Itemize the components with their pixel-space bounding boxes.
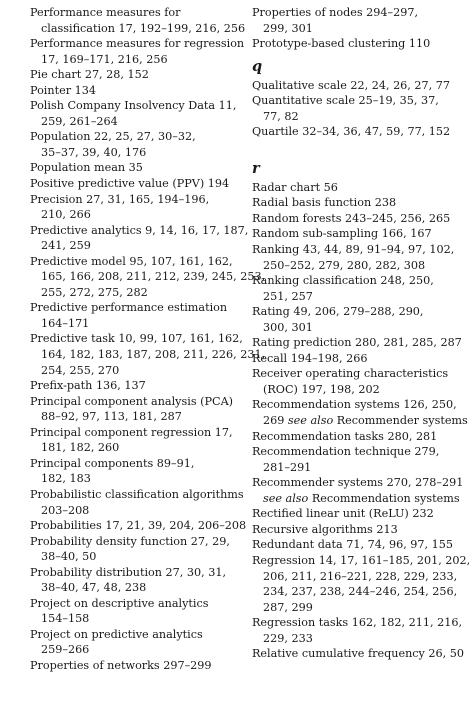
index-entry-continuation: 287, 299: [263, 600, 313, 614]
index-entry-continuation: 281–291: [263, 460, 312, 474]
index-entry-line: Principal components 89–91,: [30, 456, 195, 470]
index-entry: [252, 93, 464, 124]
see-also-label: see also: [287, 414, 334, 428]
index-entry-line: Ranking classification 248, 250,: [252, 274, 434, 288]
index-entry: [252, 506, 464, 522]
index-entry-line: Population mean 35: [30, 161, 143, 175]
index-entry-line: Recall 194–198, 266: [252, 351, 368, 365]
index-entry-line: Recommendation technique 279,: [252, 445, 440, 459]
index-column-left: [30, 5, 266, 674]
index-entry-line: Performance measures for: [30, 6, 181, 19]
index-entry-continuation: 206, 211, 216–221, 228, 229, 233,: [263, 569, 458, 583]
section-letter-r: r: [252, 159, 260, 177]
index-entry-continuation: 164, 182, 183, 187, 208, 211, 226, 231,: [41, 348, 266, 362]
index-entry: [30, 331, 266, 378]
index-entry-continuation: 229, 233: [263, 631, 313, 645]
index-entry: [252, 195, 464, 211]
index-entry: [30, 192, 242, 223]
index-group-p-continued: [252, 5, 464, 52]
index-entry-line: Predictive model 95, 107, 161, 162,: [30, 254, 233, 268]
index-entry-line: Properties of nodes 294–297,: [252, 6, 419, 19]
index-entry-line: Predictive analytics 9, 14, 16, 17, 187,: [30, 223, 249, 237]
index-entry-continuation: 181, 182, 260: [41, 441, 120, 455]
index-entry-line: Project on descriptive analytics: [30, 596, 209, 610]
index-entry-continuation: 234, 237, 238, 244–246, 254, 256,: [263, 585, 458, 599]
index-entry: [252, 335, 464, 351]
index-entry-line: Pointer 134: [30, 83, 96, 97]
index-entry-line: Recursive algorithms 213: [252, 522, 398, 536]
index-entry: [30, 596, 242, 627]
index-entry-line: Recommender systems 270, 278–291: [252, 476, 464, 490]
index-entry: [252, 522, 464, 538]
index-entry-line: Relative cumulative frequency 26, 50: [252, 647, 464, 661]
index-entry-continuation: 38–40, 47, 48, 238: [41, 581, 147, 595]
index-entry-continuation: 254, 255, 270: [41, 363, 120, 377]
index-entry-continuation: 250–252, 279, 280, 282, 308: [263, 258, 426, 272]
index-entry: [30, 176, 242, 192]
index-entry-line: Qualitative scale 22, 24, 26, 27, 77: [252, 78, 450, 92]
index-entry: [252, 226, 464, 242]
index-entry-line: Recommendation systems 126, 250,: [252, 398, 457, 412]
index-entry-continuation: 210, 266: [41, 208, 91, 222]
index-entry-line: Radial basis function 238: [252, 196, 397, 210]
index-entry-continuation: (ROC) 197, 198, 202: [263, 382, 380, 396]
index-entry: [30, 487, 242, 518]
index-entry-line: Performance measures for regression: [30, 37, 245, 51]
index-entry: [30, 254, 266, 301]
index-entry: [30, 5, 246, 36]
index-entry: [30, 83, 242, 99]
index-entry-continuation: 259–266: [41, 643, 90, 657]
index-entry: [252, 366, 464, 397]
section-letter-q: q: [252, 57, 263, 75]
index-entry-line: Prefix-path 136, 137: [30, 379, 146, 393]
index-entry: [252, 5, 464, 36]
index-entry: [30, 627, 242, 658]
index-entry: [252, 242, 464, 273]
index-entry-line: Redundant data 71, 74, 96, 97, 155: [252, 538, 454, 552]
index-entry: [30, 129, 242, 160]
index-entry: [252, 273, 464, 304]
index-entry: [252, 429, 464, 445]
index-entry-continuation: 165, 166, 208, 211, 212, 239, 245, 253,: [41, 270, 266, 284]
index-entry-line: Recommendation tasks 280, 281: [252, 429, 438, 443]
index-entry-line: Population 22, 25, 27, 30–32,: [30, 130, 196, 144]
index-entry-continuation: 38–40, 50: [41, 550, 97, 564]
index-entry: [252, 615, 464, 646]
index-entry-continuation: 35–37, 39, 40, 176: [41, 145, 147, 159]
index-entry-continuation: 164–171: [41, 316, 90, 330]
index-entry: [30, 98, 242, 129]
index-entry: [252, 180, 464, 196]
index-column-right: [252, 5, 471, 662]
index-entry-line: Properties of networks 297–299: [30, 658, 212, 672]
index-entry: [252, 444, 464, 475]
index-entry-continuation: 77, 82: [263, 109, 299, 123]
index-entry-line: Rating 49, 206, 279–288, 290,: [252, 305, 424, 319]
index-entry-line: Regression tasks 162, 182, 211, 216,: [252, 616, 463, 630]
index-entry-line: Regression 14, 17, 161–185, 201, 202,: [252, 553, 471, 567]
index-entry-continuation: 269 see also Recommender systems: [263, 414, 468, 428]
index-entry-line: Quartile 32–34, 36, 47, 59, 77, 152: [252, 125, 451, 139]
index-entry-line: Rating prediction 280, 281, 285, 287: [252, 336, 462, 350]
index-entry-line: Probability distribution 27, 30, 31,: [30, 565, 227, 579]
index-entry-line: Ranking 43, 44, 89, 91–94, 97, 102,: [252, 243, 455, 257]
index-entry-continuation: 251, 257: [263, 289, 313, 303]
index-entry: [252, 36, 464, 52]
index-entry: [30, 300, 242, 331]
index-group-r: [252, 180, 471, 662]
index-entry: [30, 394, 242, 425]
index-entry-line: Probability density function 27, 29,: [30, 534, 230, 548]
index-entry-continuation: classification 17, 192–199, 216, 256: [41, 21, 246, 35]
index-entry-line: Predictive performance estimation: [30, 301, 228, 315]
index-group-q: [252, 78, 464, 140]
index-entry-continuation: 154–158: [41, 612, 90, 626]
index-entry: [252, 537, 464, 553]
index-entry: [30, 378, 242, 394]
index-entry: [252, 475, 464, 506]
index-entry: [252, 351, 464, 367]
index-entry: [30, 565, 242, 596]
index-entry-continuation: see also Recommendation systems: [263, 491, 460, 505]
index-entry: [30, 518, 247, 534]
index-entry-line: Prototype-based clustering 110: [252, 37, 431, 51]
index-entry-line: Receiver operating characteristics: [252, 367, 449, 381]
index-entry-continuation: 255, 272, 275, 282: [41, 285, 148, 299]
index-entry-continuation: 300, 301: [263, 320, 313, 334]
index-entry: [30, 425, 242, 456]
index-entry-line: Pie chart 27, 28, 152: [30, 68, 149, 82]
index-entry-line: Precision 27, 31, 165, 194–196,: [30, 192, 210, 206]
index-entry-line: Positive predictive value (PPV) 194: [30, 177, 230, 191]
index-entry-continuation: 17, 169–171, 216, 256: [41, 52, 168, 66]
index-entry: [252, 124, 464, 140]
index-entry-line: Random forests 243–245, 256, 265: [252, 211, 451, 225]
index-entry-continuation: 88–92, 97, 113, 181, 287: [41, 410, 182, 424]
index-entry-line: Predictive task 10, 99, 107, 161, 162,: [30, 332, 243, 346]
index-entry: [30, 456, 242, 487]
index-entry: [30, 36, 245, 67]
index-entry: [30, 658, 242, 674]
index-entry-continuation: 241, 259: [41, 239, 91, 253]
index-entry: [30, 223, 249, 254]
index-entry-line: Random sub-sampling 166, 167: [252, 227, 432, 241]
index-entry-continuation: 259, 261–264: [41, 114, 118, 128]
index-entry: [252, 646, 464, 662]
index-entry-line: Radar chart 56: [252, 180, 338, 194]
index-entry: [252, 397, 468, 428]
index-entry-continuation: 299, 301: [263, 21, 313, 35]
index-entry-continuation: 182, 183: [41, 472, 91, 486]
index-entry-line: Probabilistic classification algorithms: [30, 487, 244, 501]
index-entry: [30, 534, 242, 565]
index-entry-line: Principal component analysis (PCA): [30, 394, 234, 408]
index-entry: [30, 67, 242, 83]
index-entry-line: Polish Company Insolvency Data 11,: [30, 99, 237, 113]
index-entry-line: Rectified linear unit (ReLU) 232: [252, 507, 434, 521]
index-entry: [252, 304, 464, 335]
index-entry: [30, 160, 242, 176]
index-entry-continuation: 203–208: [41, 503, 90, 517]
see-also-label: see also: [263, 491, 309, 505]
index-entry-line: Principal component regression 17,: [30, 425, 233, 439]
index-entry-line: Project on predictive analytics: [30, 627, 203, 641]
index-entry: [252, 211, 464, 227]
index-entry-line: Probabilities 17, 21, 39, 204, 206–208: [30, 519, 247, 533]
index-entry: [252, 78, 464, 94]
index-entry-line: Quantitative scale 25–19, 35, 37,: [252, 94, 439, 108]
index-entry: [252, 553, 471, 615]
